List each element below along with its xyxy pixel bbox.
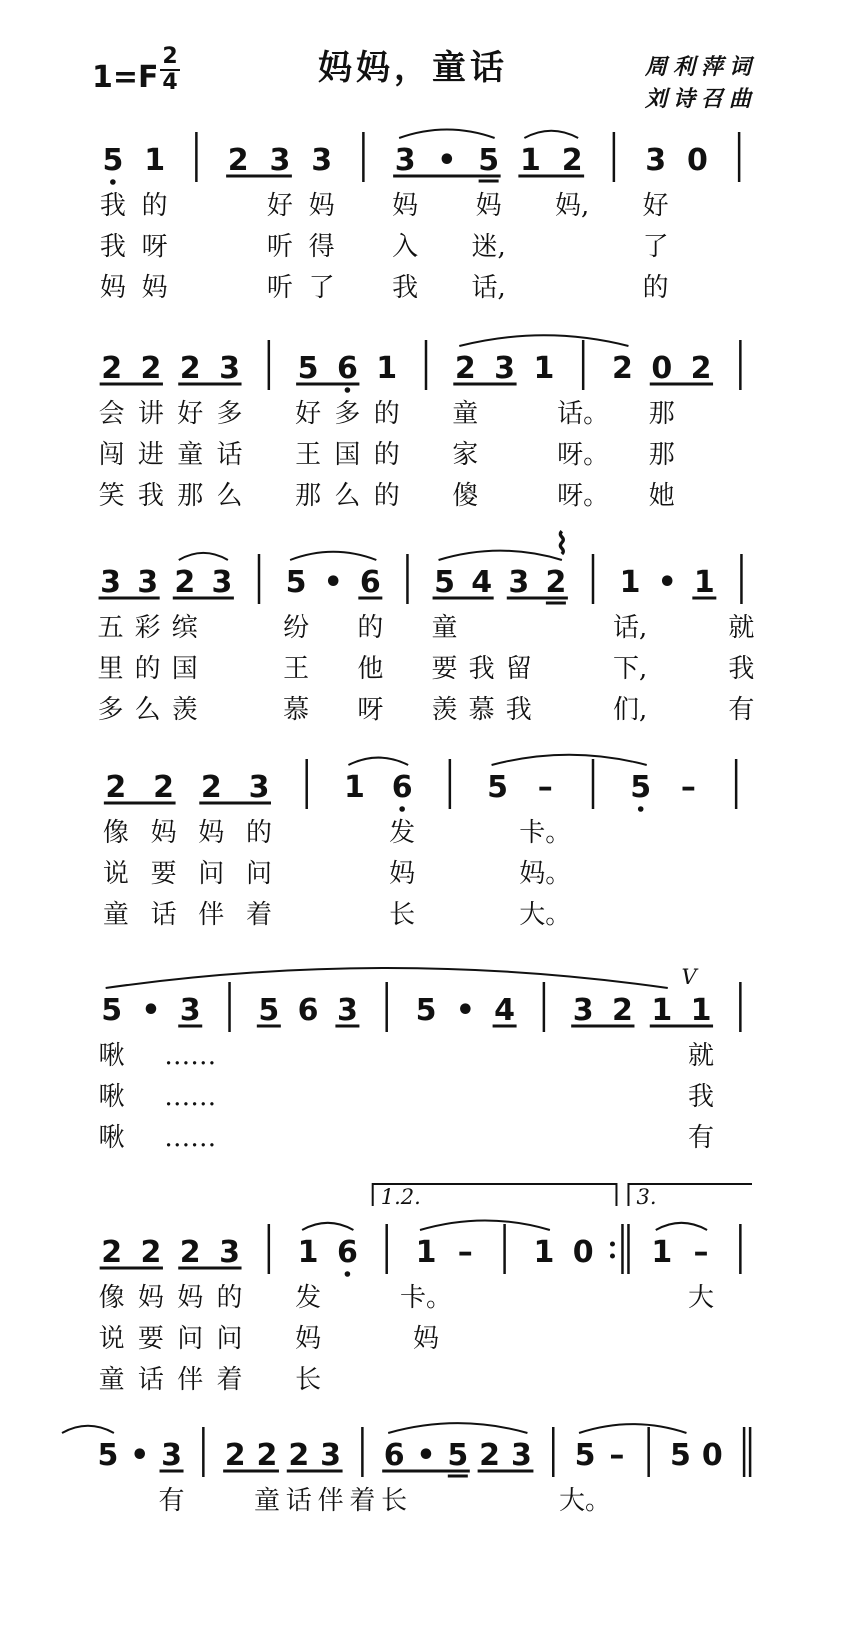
lyric-syllable: 妈 — [99, 273, 126, 303]
lyric-syllable: 说 — [98, 1324, 125, 1354]
note: 1 — [415, 1235, 437, 1270]
note: 3 — [320, 1438, 342, 1473]
note: 5 — [487, 770, 509, 805]
lyric-syllable: 我 — [99, 232, 126, 262]
note: 2 — [690, 351, 712, 386]
low-octave-dot — [345, 1271, 351, 1277]
note: 2 — [200, 770, 222, 805]
breath-mark: V — [681, 965, 697, 989]
lyric-syllable: 那 — [295, 481, 322, 511]
note: 2 — [101, 351, 123, 386]
note: 3 — [336, 993, 358, 1028]
lyric-syllable: 妈 — [198, 818, 225, 848]
lyric-syllable: 伴 — [177, 1365, 204, 1395]
augmentation-dot: • — [323, 565, 343, 600]
note: 1 — [651, 1235, 673, 1270]
lyric-syllable: 的 — [373, 481, 400, 511]
lyric-syllable: 我 — [468, 654, 495, 684]
lyric-syllable: 着 — [349, 1486, 376, 1516]
lyric-syllable: 就 — [728, 613, 755, 643]
note: 1 — [144, 143, 166, 178]
lyric-syllable: 入 — [392, 232, 419, 262]
augmentation-dot: • — [130, 1438, 150, 1473]
lyric-syllable: 话, — [471, 273, 506, 303]
lyric-syllable: 的 — [373, 440, 400, 470]
lyric-syllable: 讲 — [137, 399, 164, 429]
note: 0 — [701, 1438, 723, 1473]
lyric-syllable: 像 — [98, 1283, 125, 1313]
augmentation-dot: • — [657, 565, 677, 600]
lyric-syllable: 话 — [216, 440, 243, 470]
lyric-syllable: 话 — [150, 900, 177, 930]
lyric-syllable: …… — [164, 1041, 217, 1071]
lyric-syllable: 伴 — [317, 1486, 344, 1516]
augmentation-dot: • — [455, 993, 475, 1028]
lyric-syllable: 妈 — [177, 1283, 204, 1313]
note: 6 — [297, 993, 319, 1028]
note: 6 — [336, 1235, 358, 1270]
lyric-syllable: 妈 — [412, 1324, 440, 1354]
lyric-syllable: 国 — [334, 440, 361, 470]
slur — [399, 129, 495, 138]
slur — [302, 1223, 353, 1230]
lyric-syllable: 王 — [283, 654, 310, 684]
lyric-syllable: 慕 — [283, 695, 310, 725]
lyric-syllable: 闯 — [98, 440, 125, 470]
slur — [348, 758, 408, 765]
lyric-syllable: 妈 — [137, 1283, 164, 1313]
lyric-syllable: 话。 — [557, 399, 610, 429]
note: 3 — [219, 351, 240, 386]
lyric-syllable: 好 — [642, 191, 669, 221]
lyric-syllable: 的 — [141, 191, 168, 221]
lyric-syllable: 呀。 — [557, 481, 610, 511]
augmentation-dot: • — [437, 143, 457, 178]
note: 5 — [670, 1438, 691, 1473]
note: 2 — [101, 1235, 123, 1270]
lyric-syllable: 发 — [389, 818, 416, 848]
lyric-syllable: 里 — [97, 654, 124, 684]
lyric-syllable: 我 — [688, 1082, 715, 1112]
note: 5 — [415, 993, 437, 1028]
lyric-syllable: 童 — [431, 613, 458, 643]
volta-label-2: 3. — [636, 1185, 657, 1209]
note: 6 — [383, 1438, 405, 1473]
note: 3 — [179, 993, 201, 1028]
lyric-syllable: 的 — [245, 818, 273, 848]
dash-extension: – — [680, 770, 696, 805]
lyric-syllable: 卡。 — [399, 1283, 453, 1313]
lyric-syllable: …… — [164, 1123, 217, 1153]
note: 1 — [343, 770, 365, 805]
lyric-syllable: 要 — [150, 859, 177, 889]
note: 3 — [394, 143, 416, 178]
lyric-syllable: 多 — [216, 399, 243, 429]
note: 0 — [686, 143, 708, 178]
low-octave-dot — [110, 179, 116, 185]
lyric-syllable: 迷, — [471, 232, 506, 262]
lyric-syllable: 留 — [505, 654, 532, 684]
note: 2 — [140, 351, 162, 386]
lyric-syllable: 听 — [266, 273, 293, 303]
note: 2 — [288, 1438, 310, 1473]
time-signature-top: 2 — [162, 44, 178, 69]
note: 2 — [545, 565, 567, 600]
note: 5 — [297, 351, 319, 386]
lyric-syllable: 呀 — [141, 232, 168, 262]
slur — [290, 552, 376, 560]
note: 4 — [471, 565, 493, 600]
note: 6 — [359, 565, 381, 600]
lyric-syllable: 问 — [177, 1324, 204, 1354]
note: 3 — [510, 1438, 532, 1473]
lyric-syllable: 妈 — [295, 1324, 322, 1354]
lyric-syllable: 呀 — [357, 695, 384, 725]
lyric-syllable: 国 — [171, 654, 198, 684]
note: 5 — [434, 565, 455, 600]
note: 1 — [619, 565, 641, 600]
lyric-syllable: 的 — [216, 1283, 243, 1313]
note: 5 — [478, 143, 500, 178]
note: 5 — [258, 993, 280, 1028]
note: 2 — [479, 1438, 501, 1473]
lyric-syllable: 长 — [295, 1365, 322, 1395]
note: 1 — [533, 351, 555, 386]
lyric-syllable: 着 — [245, 900, 273, 930]
note: 1 — [519, 143, 541, 178]
repeat-dot — [610, 1254, 615, 1259]
lyric-syllable: 童 — [253, 1486, 280, 1516]
lyric-syllable: 话 — [285, 1486, 312, 1516]
note: 2 — [224, 1438, 246, 1473]
lyric-syllable: 伴 — [198, 900, 225, 930]
lyric-syllable: 好 — [266, 191, 293, 221]
note: 5 — [97, 1438, 119, 1473]
lyric-syllable: 呀。 — [557, 440, 610, 470]
note: 2 — [612, 993, 633, 1028]
note: 5 — [447, 1438, 469, 1473]
lyric-syllable: 啾 — [98, 1082, 125, 1112]
lyric-syllable: 有 — [158, 1486, 185, 1516]
slur — [579, 1424, 686, 1433]
lyric-syllable: 得 — [308, 232, 335, 262]
note: 2 — [179, 1235, 201, 1270]
lyric-syllable: 彩 — [134, 613, 161, 643]
slur — [179, 553, 228, 560]
lyric-syllable: 羡 — [431, 695, 458, 725]
lyric-syllable: 家 — [452, 440, 479, 470]
lyric-syllable: 我 — [99, 191, 126, 221]
lyric-syllable: 话 — [137, 1365, 164, 1395]
song-title: 妈妈，童话 — [318, 48, 508, 88]
lyric-syllable: 么 — [216, 481, 243, 511]
augmentation-dot: • — [416, 1438, 436, 1473]
lyric-syllable: 傻 — [452, 481, 479, 511]
lyric-syllable: 着 — [216, 1365, 243, 1395]
lyric-syllable: 么 — [134, 695, 161, 725]
lyric-syllable: 说 — [102, 859, 129, 889]
note: 2 — [153, 770, 175, 805]
lyric-syllable: 我 — [392, 273, 419, 303]
note: 3 — [572, 993, 594, 1028]
note: 1 — [690, 993, 712, 1028]
lyric-syllable: 妈。 — [519, 859, 572, 889]
lyric-syllable: 纷 — [283, 613, 310, 643]
lyric-syllable: 们, — [612, 695, 648, 725]
lyric-syllable: 慕 — [468, 695, 495, 725]
note: 3 — [269, 143, 291, 178]
note: 5 — [285, 565, 307, 600]
lyric-syllable: 的 — [642, 273, 669, 303]
lyric-syllable: 妈 — [475, 191, 502, 221]
note: 3 — [211, 565, 233, 600]
note: 2 — [174, 565, 196, 600]
lyric-syllable: 就 — [688, 1041, 715, 1071]
note: 0 — [651, 351, 673, 386]
lyric-syllable: 了 — [308, 273, 335, 303]
lyric-syllable: 妈 — [308, 191, 335, 221]
note: 1 — [693, 565, 715, 600]
slur — [524, 131, 578, 138]
lyric-syllable: 多 — [97, 695, 124, 725]
lyric-syllable: 长 — [381, 1486, 408, 1516]
lyric-syllable: 话, — [612, 613, 648, 643]
note: 1 — [651, 993, 673, 1028]
lyric-syllable: 啾 — [98, 1123, 125, 1153]
volta-label-1: 1.2. — [380, 1185, 421, 1209]
lyric-syllable: 会 — [98, 399, 125, 429]
note: 5 — [102, 143, 124, 178]
note: 5 — [574, 1438, 596, 1473]
lyric-syllable: 我 — [728, 654, 755, 684]
lyric-syllable: 问 — [216, 1324, 243, 1354]
note: 0 — [572, 1235, 594, 1270]
lyric-syllable: 妈, — [554, 191, 590, 221]
lyric-syllable: 那 — [648, 440, 675, 470]
lyric-syllable: 多 — [334, 399, 361, 429]
note: 3 — [100, 565, 121, 600]
key-signature: 1=F — [92, 60, 159, 95]
note: 3 — [508, 565, 530, 600]
slur — [420, 1220, 550, 1230]
lyric-syllable: 问 — [198, 859, 225, 889]
dash-extension: – — [693, 1235, 709, 1270]
slur — [388, 1423, 527, 1433]
note: 2 — [561, 143, 583, 178]
lyric-syllable: 发 — [295, 1283, 322, 1313]
slur — [656, 1223, 707, 1230]
lyric-syllable: 像 — [102, 818, 129, 848]
lyric-syllable: 的 — [357, 613, 384, 643]
lyric-syllable: 妈 — [141, 273, 168, 303]
lyric-syllable: 五 — [97, 613, 124, 643]
lyric-syllable: 问 — [245, 859, 273, 889]
time-signature-bottom: 4 — [162, 70, 178, 95]
note: 2 — [105, 770, 127, 805]
lyricist-credit: 周利萍词 — [645, 54, 758, 80]
lyric-syllable: 我 — [505, 695, 532, 725]
note: 2 — [256, 1438, 278, 1473]
note: 1 — [533, 1235, 555, 1270]
composer-credit: 刘诗召曲 — [645, 86, 758, 112]
lyric-syllable: 卡。 — [519, 818, 572, 848]
lyric-syllable: 妈 — [150, 818, 177, 848]
lyric-syllable: 好 — [295, 399, 322, 429]
note: 2 — [140, 1235, 162, 1270]
note: 3 — [219, 1235, 240, 1270]
slur — [459, 335, 628, 346]
lyric-syllable: 有 — [728, 695, 755, 725]
lyric-syllable: 么 — [334, 481, 361, 511]
lyric-syllable: 那 — [648, 399, 675, 429]
note: 3 — [494, 351, 516, 386]
note: 3 — [248, 770, 270, 805]
dash-extension: – — [609, 1438, 625, 1473]
dash-extension: – — [537, 770, 553, 805]
note: 3 — [137, 565, 159, 600]
lyric-syllable: 王 — [295, 440, 322, 470]
slur — [62, 1426, 114, 1433]
slur — [492, 755, 647, 765]
lyric-syllable: 好 — [177, 399, 204, 429]
lyric-syllable: 要 — [137, 1324, 164, 1354]
note: 1 — [297, 1235, 319, 1270]
lyric-syllable: 大 — [688, 1283, 715, 1313]
note: 2 — [227, 143, 249, 178]
repeat-dot — [610, 1242, 615, 1247]
lyric-syllable: …… — [164, 1082, 217, 1112]
lyric-syllable: 那 — [177, 481, 204, 511]
augmentation-dot: • — [141, 993, 161, 1028]
lyric-syllable: 大。 — [559, 1486, 612, 1516]
low-octave-dot — [345, 387, 351, 393]
lyric-syllable: 我 — [137, 481, 164, 511]
lyric-syllable: 要 — [431, 654, 458, 684]
ornament-mark: ⌇ — [554, 527, 570, 562]
low-octave-dot — [399, 806, 405, 812]
slur — [439, 551, 562, 560]
lyric-syllable: 童 — [98, 1365, 125, 1395]
lyric-syllable: 下, — [612, 654, 648, 684]
lyric-syllable: 笑 — [98, 481, 125, 511]
note: 3 — [161, 1438, 182, 1473]
lyric-syllable: 他 — [357, 654, 384, 684]
lyric-syllable: 的 — [134, 654, 161, 684]
lyric-syllable: 妈 — [392, 191, 419, 221]
lyric-syllable: 羡 — [171, 695, 198, 725]
low-octave-dot — [638, 806, 644, 812]
lyric-syllable: 童 — [177, 440, 204, 470]
lyric-syllable: 进 — [137, 440, 164, 470]
lyric-syllable: 有 — [688, 1123, 715, 1153]
lyric-syllable: 妈 — [389, 859, 416, 889]
lyric-syllable: 童 — [102, 900, 129, 930]
lyric-syllable: 大。 — [519, 900, 572, 930]
lyric-syllable: 啾 — [98, 1041, 125, 1071]
dash-extension: – — [457, 1235, 473, 1270]
note: 6 — [391, 770, 413, 805]
lyric-syllable: 她 — [648, 481, 675, 511]
lyric-syllable: 缤 — [171, 613, 198, 643]
lyric-syllable: 了 — [642, 232, 669, 262]
note: 4 — [494, 993, 516, 1028]
note: 5 — [101, 993, 123, 1028]
lyric-syllable: 的 — [373, 399, 400, 429]
note: 2 — [612, 351, 633, 386]
note: 1 — [376, 351, 398, 386]
lyric-syllable: 童 — [452, 399, 479, 429]
note: 3 — [645, 143, 667, 178]
note: 2 — [179, 351, 201, 386]
lyric-syllable: 听 — [266, 232, 293, 262]
note: 3 — [311, 143, 333, 178]
note: 5 — [630, 770, 652, 805]
lyric-syllable: 长 — [389, 900, 416, 930]
note: 2 — [454, 351, 476, 386]
note: 6 — [336, 351, 358, 386]
